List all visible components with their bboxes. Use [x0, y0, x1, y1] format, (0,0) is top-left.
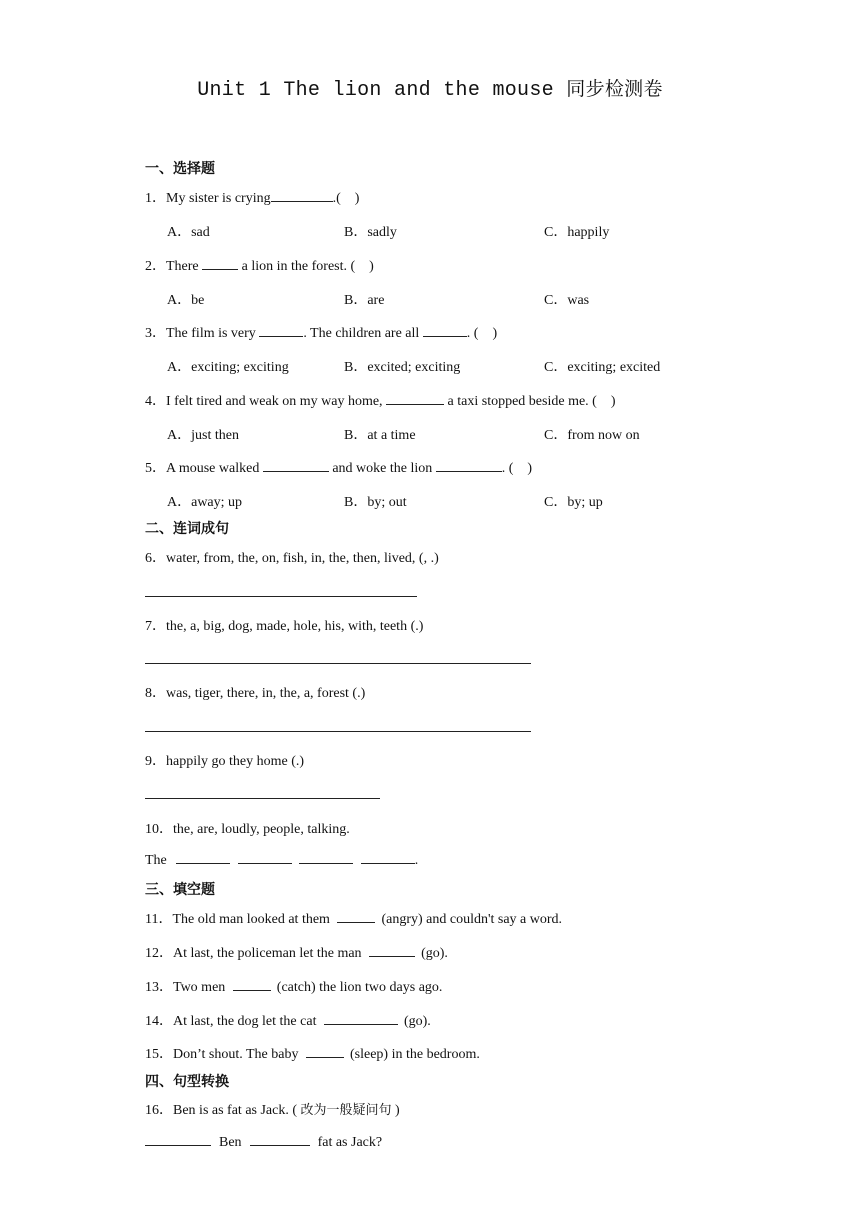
question-7: 7．the, a, big, dog, made, hole, his, with, teeth (.): [145, 619, 424, 634]
answer-blank: [423, 324, 467, 337]
section-heading-fill-in: 三、填空题: [145, 882, 215, 898]
option-c: C．was: [544, 293, 590, 308]
question-2: 2．There a lion in the forest. ( ): [145, 259, 374, 274]
question-8: 8．was, tiger, there, in, the, a, forest (.): [145, 686, 366, 701]
option-b: B．excited; exciting: [344, 360, 461, 375]
answer-blank: [250, 1133, 310, 1146]
section-heading-sentence-transform: 四、句型转换: [145, 1074, 229, 1090]
answer-blank: [386, 392, 444, 405]
answer-blank: [436, 459, 502, 472]
answer-blank: [145, 1133, 211, 1146]
question-1: 1．My sister is crying .( ): [145, 191, 360, 206]
page-title: [0, 74, 860, 102]
option-b: B．are: [344, 293, 385, 308]
option-c: C．exciting; excited: [544, 360, 661, 375]
option-c: C．from now on: [544, 428, 640, 443]
title-english: Unit 1 The lion and the mouse: [197, 79, 554, 102]
question-14: 14．At last, the dog let the cat (go).: [145, 1014, 431, 1029]
option-c: C．happily: [544, 225, 610, 240]
answer-blank: [271, 189, 333, 202]
title-chinese: 同步检测卷: [566, 78, 663, 100]
option-a: A．exciting; exciting: [167, 360, 289, 375]
question-6: 6．water, from, the, on, fish, in, the, then, lived, (, .): [145, 551, 439, 566]
question-3: 3．The film is very . The children are all . ( ): [145, 326, 498, 341]
answer-line: [145, 731, 531, 732]
answer-blank: [306, 1045, 344, 1058]
answer-blank: [299, 851, 353, 864]
question-13: 13．Two men (catch) the lion two days ago.: [145, 980, 443, 995]
instruction-chinese: 改为一般疑问句: [300, 1103, 392, 1118]
answer-blank: [259, 324, 303, 337]
question-16: 16．Ben is as fat as Jack. ( 改为一般疑问句 ): [145, 1103, 400, 1118]
option-c: C．by; up: [544, 495, 603, 510]
answer-blank: [361, 851, 415, 864]
answer-blank: [337, 910, 375, 923]
option-a: A．away; up: [167, 495, 243, 510]
answer-blank: [263, 459, 329, 472]
answer-blank: [233, 978, 271, 991]
question-9: 9．happily go they home (.): [145, 754, 305, 769]
answer-line: [145, 663, 531, 664]
answer-line: [145, 596, 417, 597]
option-b: B．sadly: [344, 225, 397, 240]
answer-blank: [324, 1012, 398, 1025]
question-16-answer: Ben fat as Jack?: [145, 1133, 382, 1151]
option-a: A．sad: [167, 225, 210, 240]
question-10-answer: The .: [145, 853, 419, 868]
section-heading-word-order: 二、连词成句: [145, 521, 229, 537]
answer-blank: [238, 851, 292, 864]
answer-line: [145, 798, 380, 799]
question-12: 12．At last, the policeman let the man (go).: [145, 946, 448, 961]
option-b: B．by; out: [344, 495, 407, 510]
question-11: 11．The old man looked at them (angry) and couldn't say a word.: [145, 912, 563, 927]
answer-blank: [369, 944, 415, 957]
option-a: A．be: [167, 293, 205, 308]
section-heading-choice: 一、选择题: [145, 161, 215, 177]
answer-blank: [202, 257, 238, 270]
question-10: 10．the, are, loudly, people, talking.: [145, 822, 350, 837]
option-b: B．at a time: [344, 428, 416, 443]
answer-blank: [176, 851, 230, 864]
option-a: A．just then: [167, 428, 239, 443]
question-5: 5．A mouse walked and woke the lion . ( ): [145, 461, 533, 476]
question-4: 4．I felt tired and weak on my way home, a taxi stopped beside me. ( ): [145, 394, 616, 409]
question-15: 15．Don’t shout. The baby (sleep) in the bedroom.: [145, 1047, 480, 1062]
